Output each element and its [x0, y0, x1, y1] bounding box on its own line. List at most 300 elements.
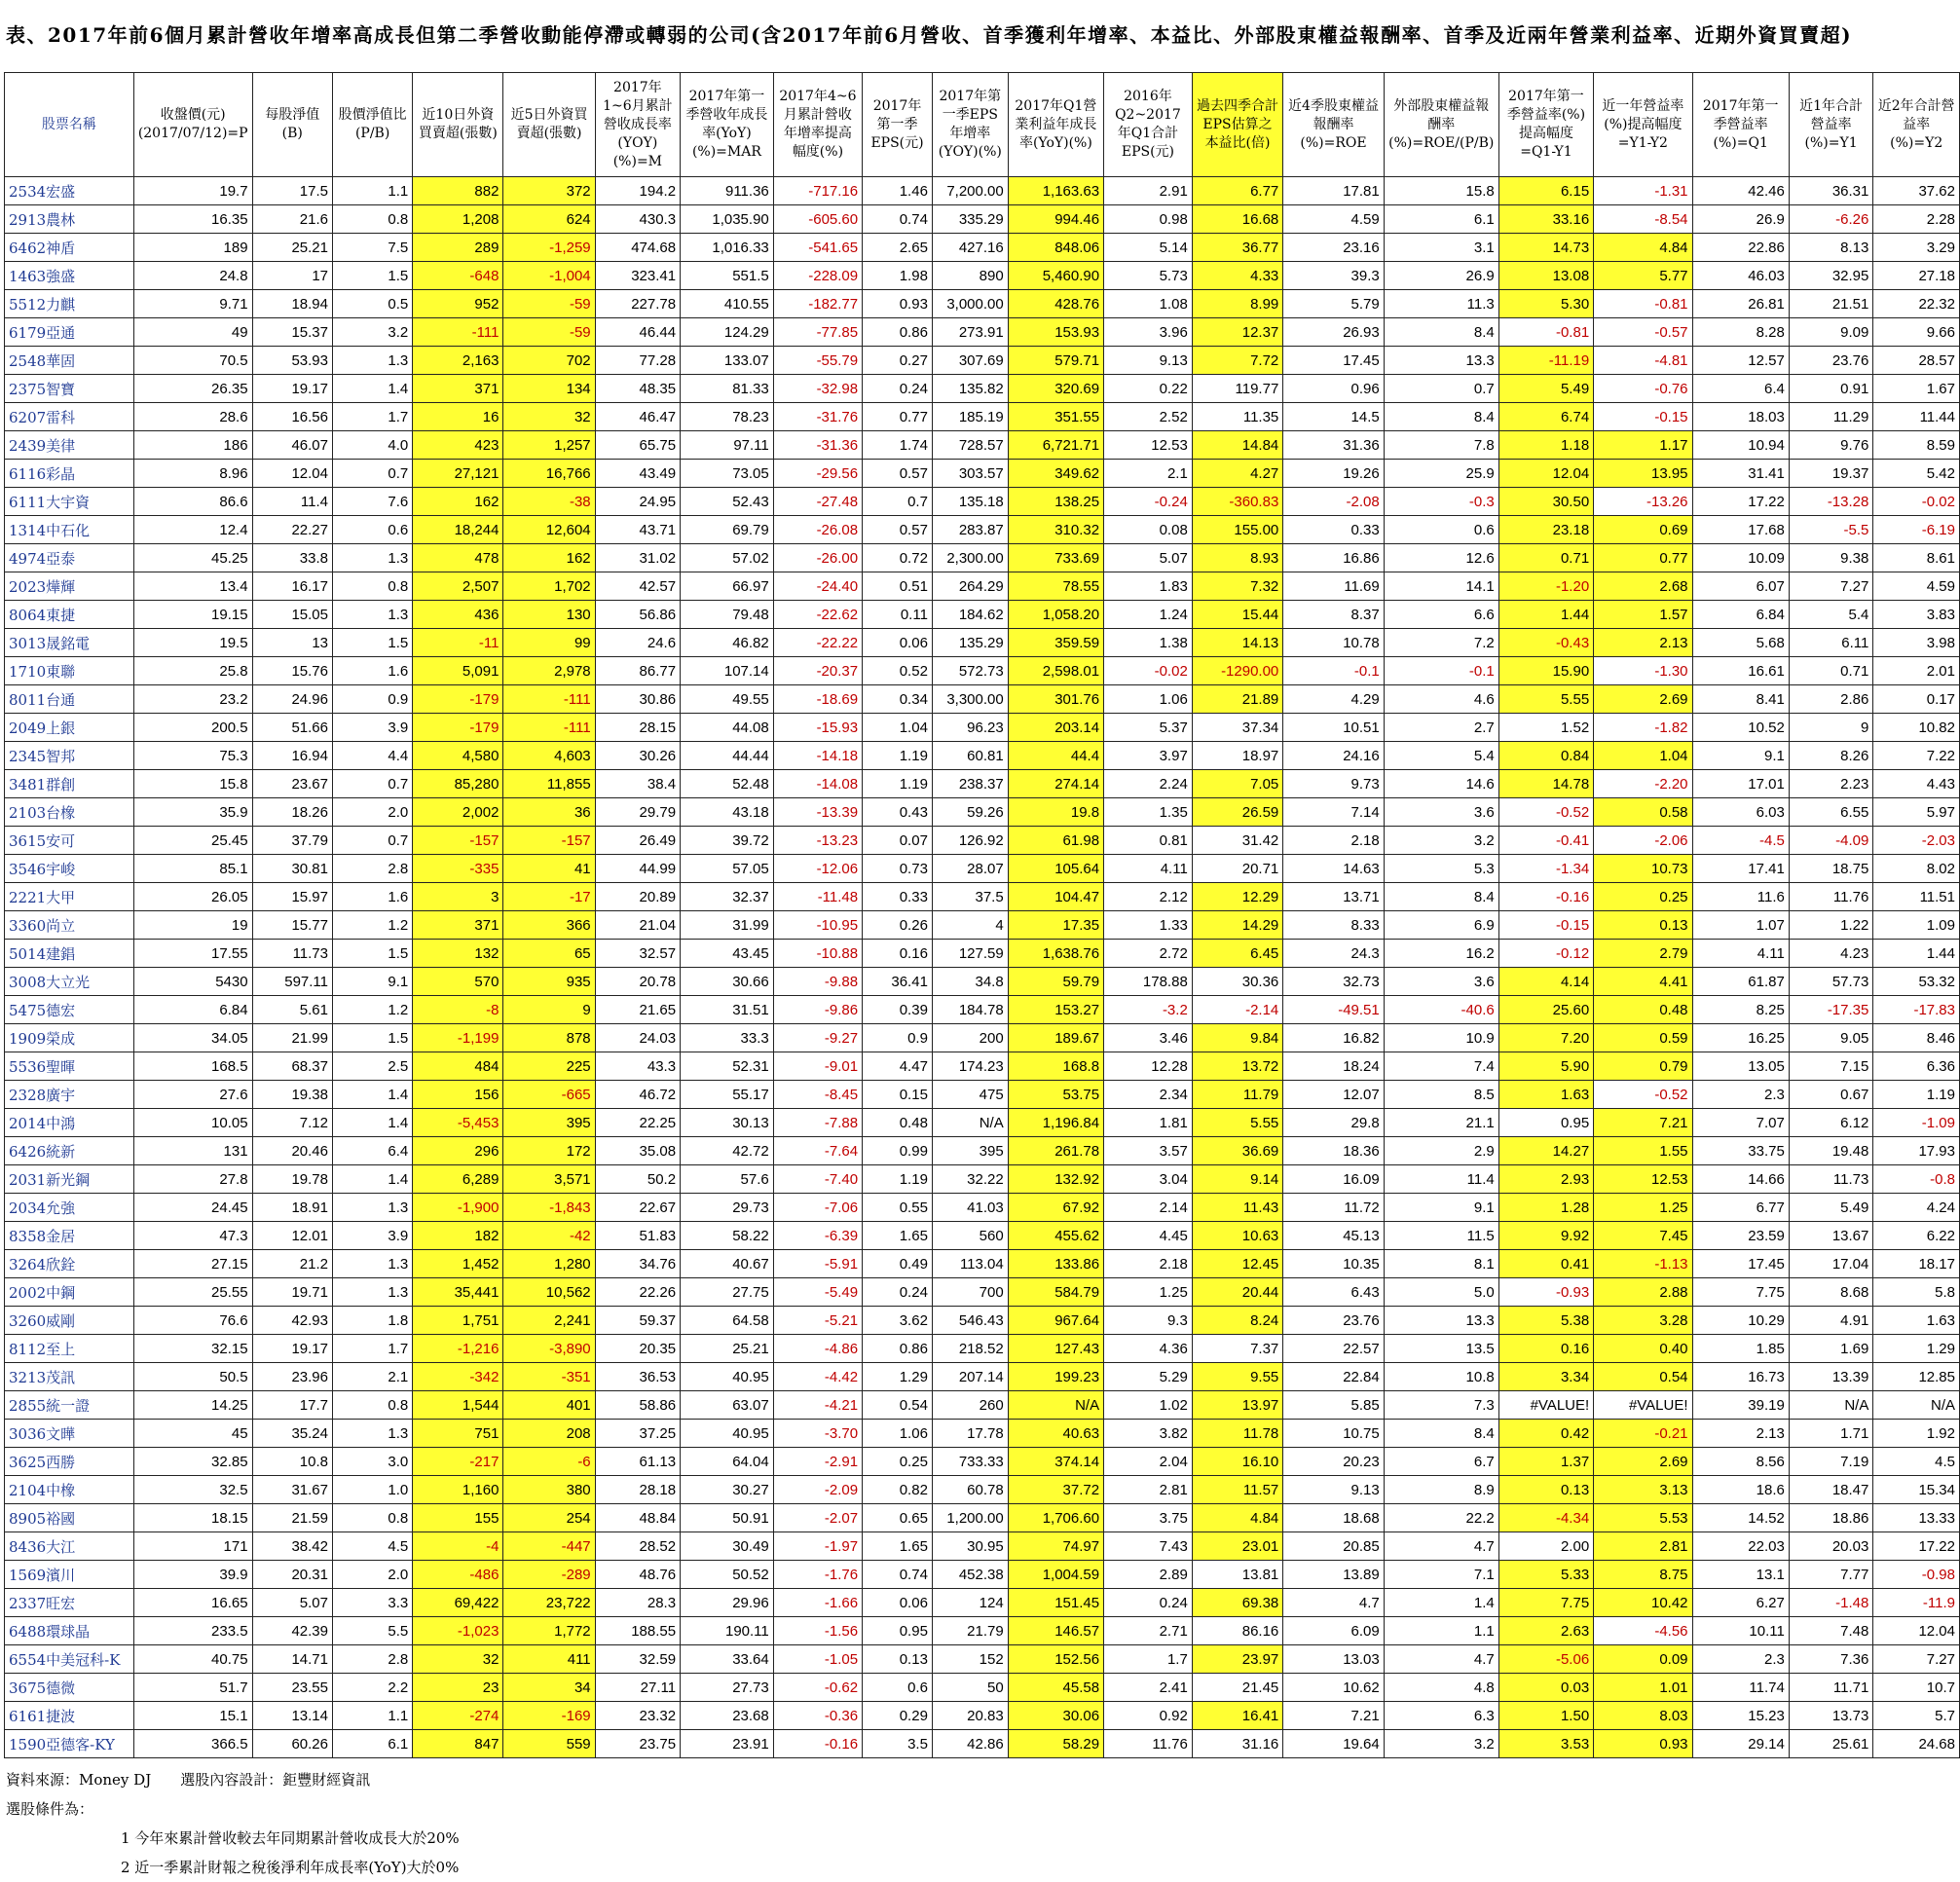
table-cell: 273.91 [932, 318, 1008, 347]
table-cell: -4.81 [1594, 347, 1692, 375]
table-cell: 4.29 [1283, 685, 1384, 714]
table-cell: 264.29 [932, 572, 1008, 601]
table-cell: 0.03 [1498, 1674, 1593, 1702]
table-cell: -0.02 [1873, 488, 1960, 516]
table-cell: 227.78 [595, 290, 680, 318]
table-cell: 18.17 [1873, 1250, 1960, 1278]
table-row [5, 1448, 1960, 1476]
table-cell: 9.1 [1692, 742, 1789, 770]
table-cell: 42.93 [252, 1307, 332, 1335]
table-cell: 36.31 [1789, 177, 1873, 205]
table-cell: 0.25 [1594, 883, 1692, 911]
table-cell: 8.02 [1873, 855, 1960, 883]
table-cell: 31.42 [1192, 827, 1282, 855]
table-cell: 1.09 [1873, 911, 1960, 940]
table-cell: 70.5 [133, 347, 252, 375]
table-cell: 19.64 [1283, 1730, 1384, 1758]
table-cell: -9.88 [773, 968, 862, 996]
table-cell: 40.95 [681, 1420, 774, 1448]
stock-name-cell: 5536聖暉 [5, 1052, 134, 1081]
table-cell: 50 [932, 1674, 1008, 1702]
table-cell: 1.4 [333, 1081, 413, 1109]
table-cell: 2.93 [1498, 1165, 1593, 1194]
table-cell: 18.94 [252, 290, 332, 318]
table-cell: -0.16 [1498, 883, 1593, 911]
table-cell: 3.75 [1104, 1504, 1193, 1532]
stock-name-cell: 2014中鴻 [5, 1109, 134, 1137]
table-cell: 69,422 [413, 1589, 503, 1617]
table-cell: 15.97 [252, 883, 332, 911]
table-cell: 572.73 [932, 657, 1008, 685]
table-cell: #VALUE! [1498, 1391, 1593, 1420]
table-cell: 0.71 [1789, 657, 1873, 685]
table-cell: 2.88 [1594, 1278, 1692, 1307]
table-cell: 31.67 [252, 1476, 332, 1504]
table-cell: 99 [503, 629, 595, 657]
table-cell: 1.8 [333, 1307, 413, 1335]
stock-name-cell: 3360尚立 [5, 911, 134, 940]
table-cell: 9.09 [1789, 318, 1873, 347]
table-cell: N/A [1008, 1391, 1103, 1420]
table-cell: 6.3 [1384, 1702, 1498, 1730]
table-cell: -335 [413, 855, 503, 883]
table-cell: 1.4 [333, 1165, 413, 1194]
table-cell: 0.11 [863, 601, 933, 629]
table-cell: 579.71 [1008, 347, 1103, 375]
table-cell: 12.04 [252, 460, 332, 488]
table-cell: 55.17 [681, 1081, 774, 1109]
table-cell: 475 [932, 1081, 1008, 1109]
table-cell: 61.98 [1008, 827, 1103, 855]
table-cell: 0.08 [1104, 516, 1193, 544]
table-cell: 15.8 [1384, 177, 1498, 205]
table-cell: 14.84 [1192, 431, 1282, 460]
stock-name-cell: 3260威剛 [5, 1307, 134, 1335]
table-cell: 7.43 [1104, 1532, 1193, 1561]
table-cell: 23.76 [1283, 1307, 1384, 1335]
table-cell: 86.77 [595, 657, 680, 685]
table-cell: 19 [133, 911, 252, 940]
table-cell: 43.49 [595, 460, 680, 488]
table-cell: 436 [413, 601, 503, 629]
table-cell: 203.14 [1008, 714, 1103, 742]
table-cell: -0.8 [1873, 1165, 1960, 1194]
table-cell: 127.43 [1008, 1335, 1103, 1363]
table-cell: 952 [413, 290, 503, 318]
table-cell: 15.23 [1692, 1702, 1789, 1730]
table-cell: 57.05 [681, 855, 774, 883]
table-cell: 9 [503, 996, 595, 1024]
table-cell: -26.00 [773, 544, 862, 572]
table-row [5, 375, 1960, 403]
table-cell: 9.66 [1873, 318, 1960, 347]
table-cell: 0.71 [1498, 544, 1593, 572]
stock-name-cell: 6426統新 [5, 1137, 134, 1165]
table-cell: 1.3 [333, 544, 413, 572]
table-cell: 10.8 [252, 1448, 332, 1476]
table-cell: 22.32 [1873, 290, 1960, 318]
stock-name-cell: 2328廣宇 [5, 1081, 134, 1109]
table-cell: 4.36 [1104, 1335, 1193, 1363]
table-cell: 16.25 [1692, 1024, 1789, 1052]
table-cell: 559 [503, 1730, 595, 1758]
table-cell: 41.03 [932, 1194, 1008, 1222]
table-cell: 18.47 [1789, 1476, 1873, 1504]
table-cell: 4.14 [1498, 968, 1593, 996]
column-header: 近一年營益率(%)提高幅度=Y1-Y2 [1594, 73, 1692, 177]
table-cell: 66.97 [681, 572, 774, 601]
table-cell: -6.39 [773, 1222, 862, 1250]
table-cell: 14.5 [1283, 403, 1384, 431]
table-cell: 10.63 [1192, 1222, 1282, 1250]
table-cell: 9.13 [1283, 1476, 1384, 1504]
table-cell: 3.0 [333, 1448, 413, 1476]
table-cell: -31.76 [773, 403, 862, 431]
table-cell: 371 [413, 375, 503, 403]
table-cell: -5.91 [773, 1250, 862, 1278]
table-cell: 189.67 [1008, 1024, 1103, 1052]
table-cell: -0.62 [773, 1674, 862, 1702]
table-cell: 1,280 [503, 1250, 595, 1278]
table-cell: 24.95 [595, 488, 680, 516]
table-cell: 1.5 [333, 629, 413, 657]
table-cell: 27.8 [133, 1165, 252, 1194]
table-cell: 16.73 [1692, 1363, 1789, 1391]
table-cell: 351.55 [1008, 403, 1103, 431]
table-cell: 7.15 [1789, 1052, 1873, 1081]
table-cell: 13.72 [1192, 1052, 1282, 1081]
table-cell: 3.53 [1498, 1730, 1593, 1758]
table-cell: 20.78 [595, 968, 680, 996]
table-cell: 43.45 [681, 940, 774, 968]
table-cell: -14.08 [773, 770, 862, 798]
table-cell: -111 [413, 318, 503, 347]
table-cell: 4.33 [1192, 262, 1282, 290]
table-cell: 8.4 [1384, 318, 1498, 347]
table-cell: 124 [932, 1589, 1008, 1617]
table-cell: 9.05 [1789, 1024, 1873, 1052]
table-cell: 21.2 [252, 1250, 332, 1278]
table-cell: 5.53 [1594, 1504, 1692, 1532]
table-cell: 560 [932, 1222, 1008, 1250]
table-cell: 4.6 [1384, 685, 1498, 714]
table-cell: 40.75 [133, 1645, 252, 1674]
table-cell: 17.5 [252, 177, 332, 205]
table-cell: 36.77 [1192, 234, 1282, 262]
table-cell: 18.24 [1283, 1052, 1384, 1081]
column-header: 每股淨值(B) [252, 73, 332, 177]
table-cell: 12.04 [1498, 460, 1593, 488]
table-cell: 395 [503, 1109, 595, 1137]
table-cell: 5.29 [1104, 1363, 1193, 1391]
table-cell: 50.5 [133, 1363, 252, 1391]
table-cell: 1.7 [333, 1335, 413, 1363]
table-cell: 452.38 [932, 1561, 1008, 1589]
table-cell: 76.6 [133, 1307, 252, 1335]
table-cell: 1.2 [333, 996, 413, 1024]
table-cell: 1,638.76 [1008, 940, 1103, 968]
table-cell: 225 [503, 1052, 595, 1081]
table-cell: 37.72 [1008, 1476, 1103, 1504]
table-cell: 35.08 [595, 1137, 680, 1165]
table-cell: 4.0 [333, 431, 413, 460]
table-cell: 2.89 [1104, 1561, 1193, 1589]
table-cell: 2.3 [1692, 1081, 1789, 1109]
table-cell: 4.27 [1192, 460, 1282, 488]
table-cell: 30.27 [681, 1476, 774, 1504]
table-cell: 2.13 [1594, 629, 1692, 657]
table-cell: 0.95 [1498, 1109, 1593, 1137]
table-cell: 1.1 [333, 1702, 413, 1730]
table-cell: 26.81 [1692, 290, 1789, 318]
table-cell: -228.09 [773, 262, 862, 290]
table-cell: -157 [503, 827, 595, 855]
table-cell: 1.7 [1104, 1645, 1193, 1674]
table-cell: -7.40 [773, 1165, 862, 1194]
table-cell: 0.33 [863, 883, 933, 911]
table-cell: -15.93 [773, 714, 862, 742]
stock-name-cell: 8011台通 [5, 685, 134, 714]
table-cell: 4,603 [503, 742, 595, 770]
table-cell: 6.84 [1692, 601, 1789, 629]
table-cell: 3.96 [1104, 318, 1193, 347]
table-cell: 3,571 [503, 1165, 595, 1194]
table-cell: 28.3 [595, 1589, 680, 1617]
table-row [5, 1589, 1960, 1617]
table-cell: 8.61 [1873, 544, 1960, 572]
table-cell: 7.36 [1789, 1645, 1873, 1674]
table-cell: 58.29 [1008, 1730, 1103, 1758]
table-cell: 64.58 [681, 1307, 774, 1335]
table-cell: -11.19 [1498, 347, 1593, 375]
table-cell: 8.28 [1692, 318, 1789, 347]
table-cell: 14.71 [252, 1645, 332, 1674]
table-cell: 23.55 [252, 1674, 332, 1702]
table-cell: 20.83 [932, 1702, 1008, 1730]
table-cell: 43.18 [681, 798, 774, 827]
table-row [5, 827, 1960, 855]
table-cell: 32.5 [133, 1476, 252, 1504]
table-cell: 733.69 [1008, 544, 1103, 572]
table-cell: 9.84 [1192, 1024, 1282, 1052]
table-cell: 238.37 [932, 770, 1008, 798]
table-cell: 8.4 [1384, 883, 1498, 911]
table-cell: 5.73 [1104, 262, 1193, 290]
table-row [5, 318, 1960, 347]
table-cell: 36 [503, 798, 595, 827]
stock-name-cell: 5512力麒 [5, 290, 134, 318]
table-cell: 50.52 [681, 1561, 774, 1589]
table-cell: 6.15 [1498, 177, 1593, 205]
table-cell: 3.82 [1104, 1420, 1193, 1448]
table-cell: 13.39 [1789, 1363, 1873, 1391]
table-cell: 32.95 [1789, 262, 1873, 290]
column-header: 股價淨值比(P/B) [333, 73, 413, 177]
table-cell: -31.36 [773, 431, 862, 460]
column-header: 近1年合計營益率(%)=Y1 [1789, 73, 1873, 177]
table-cell: 1,058.20 [1008, 601, 1103, 629]
table-cell: 1.65 [863, 1532, 933, 1561]
table-cell: 3.46 [1104, 1024, 1193, 1052]
table-cell: 4,580 [413, 742, 503, 770]
table-cell: -217 [413, 1448, 503, 1476]
table-cell: 156 [413, 1081, 503, 1109]
table-cell: 35.24 [252, 1420, 332, 1448]
table-cell: 16.65 [133, 1589, 252, 1617]
table-cell: 43.3 [595, 1052, 680, 1081]
table-cell: 0.09 [1594, 1645, 1692, 1674]
table-cell: 61.87 [1692, 968, 1789, 996]
table-cell: 50.2 [595, 1165, 680, 1194]
table-cell: -1,199 [413, 1024, 503, 1052]
stock-name-cell: 8436大江 [5, 1532, 134, 1561]
table-cell: 60.78 [932, 1476, 1008, 1504]
table-cell: 5.7 [1873, 1702, 1960, 1730]
table-cell: 9.71 [133, 290, 252, 318]
table-row [5, 1165, 1960, 1194]
table-cell: -274 [413, 1702, 503, 1730]
table-row [5, 1617, 1960, 1645]
table-cell: 2,163 [413, 347, 503, 375]
stock-name-cell: 6111大宇資 [5, 488, 134, 516]
table-cell: 18.86 [1789, 1504, 1873, 1532]
table-cell: -13.39 [773, 798, 862, 827]
table-cell: -0.12 [1498, 940, 1593, 968]
table-cell: 1.1 [1384, 1617, 1498, 1645]
table-cell: 0.54 [1594, 1363, 1692, 1391]
table-cell: 4.45 [1104, 1222, 1193, 1250]
table-cell: 39.9 [133, 1561, 252, 1589]
table-row [5, 883, 1960, 911]
table-cell: 2.68 [1594, 572, 1692, 601]
table-cell: -29.56 [773, 460, 862, 488]
table-cell: 11.4 [252, 488, 332, 516]
table-cell: 2.1 [333, 1363, 413, 1391]
table-cell: 0.6 [333, 516, 413, 544]
stock-name-cell: 4974亞泰 [5, 544, 134, 572]
table-cell: 22.84 [1283, 1363, 1384, 1391]
table-cell: 6.03 [1692, 798, 1789, 827]
table-cell: 14.1 [1384, 572, 1498, 601]
table-cell: 18.15 [133, 1504, 252, 1532]
table-cell: 4.7 [1384, 1532, 1498, 1561]
table-cell: 0.74 [863, 1561, 933, 1589]
table-cell: 26.49 [595, 827, 680, 855]
table-cell: 6.74 [1498, 403, 1593, 431]
table-cell: 74.97 [1008, 1532, 1103, 1561]
table-cell: 0.16 [1498, 1335, 1593, 1363]
table-cell: 0.22 [1104, 375, 1193, 403]
table-cell: 6.1 [1384, 205, 1498, 234]
table-row [5, 1363, 1960, 1391]
table-cell: 37.25 [595, 1420, 680, 1448]
table-cell: 427.16 [932, 234, 1008, 262]
table-cell: 0.7 [1384, 375, 1498, 403]
stock-name-cell: 5014建錩 [5, 940, 134, 968]
table-cell: 0.99 [863, 1137, 933, 1165]
stock-table [4, 72, 1960, 1758]
table-cell: 9.73 [1283, 770, 1384, 798]
table-cell: 0.25 [863, 1448, 933, 1476]
table-cell: 15.34 [1873, 1476, 1960, 1504]
table-cell: 42.86 [932, 1730, 1008, 1758]
table-row [5, 940, 1960, 968]
table-cell: 49 [133, 318, 252, 347]
table-cell: 1.3 [333, 1278, 413, 1307]
table-cell: 1.19 [863, 770, 933, 798]
table-cell: 77.28 [595, 347, 680, 375]
table-cell: 0.7 [333, 460, 413, 488]
table-cell: 20.03 [1789, 1532, 1873, 1561]
table-cell: 1,004.59 [1008, 1561, 1103, 1589]
table-cell: 2.81 [1594, 1532, 1692, 1561]
stock-name-cell: 3036文曄 [5, 1420, 134, 1448]
table-cell: 22.57 [1283, 1335, 1384, 1363]
table-cell: -1,843 [503, 1194, 595, 1222]
table-cell: 49.55 [681, 685, 774, 714]
table-cell: 10.9 [1384, 1024, 1498, 1052]
table-cell: -1,900 [413, 1194, 503, 1222]
table-cell: -0.3 [1384, 488, 1498, 516]
table-cell: -1.48 [1789, 1589, 1873, 1617]
table-cell: 2.12 [1104, 883, 1193, 911]
table-cell: 151.45 [1008, 1589, 1103, 1617]
table-cell: 11.44 [1873, 403, 1960, 431]
stock-name-cell: 5475德宏 [5, 996, 134, 1024]
table-cell: 2.18 [1283, 827, 1384, 855]
table-cell: 0.77 [1594, 544, 1692, 572]
table-row [5, 431, 1960, 460]
table-cell: 2.3 [1692, 1645, 1789, 1674]
table-cell: 27,121 [413, 460, 503, 488]
table-cell: 2.91 [1104, 177, 1193, 205]
table-cell: 24.03 [595, 1024, 680, 1052]
table-cell: 5.4 [1789, 601, 1873, 629]
table-row [5, 742, 1960, 770]
table-cell: 21.04 [595, 911, 680, 940]
table-cell: 0.5 [333, 290, 413, 318]
table-cell: 1.06 [863, 1420, 933, 1448]
table-cell: 0.43 [863, 798, 933, 827]
table-cell: 14.27 [1498, 1137, 1593, 1165]
table-cell: -9.27 [773, 1024, 862, 1052]
table-cell: 39.72 [681, 827, 774, 855]
table-cell: 7.37 [1192, 1335, 1282, 1363]
table-cell: 86.6 [133, 488, 252, 516]
table-cell: 3 [413, 883, 503, 911]
table-cell: 0.65 [863, 1504, 933, 1532]
table-cell: 7.07 [1692, 1109, 1789, 1137]
table-cell: 3.28 [1594, 1307, 1692, 1335]
table-cell: 31.51 [681, 996, 774, 1024]
column-header: 2017年第一季營益率(%)=Q1 [1692, 73, 1789, 177]
table-cell: 0.39 [863, 996, 933, 1024]
table-cell: -13.28 [1789, 488, 1873, 516]
table-cell: 1,163.63 [1008, 177, 1103, 205]
table-cell: 1.29 [863, 1363, 933, 1391]
table-cell: 1.67 [1873, 375, 1960, 403]
table-cell: 30.36 [1192, 968, 1282, 996]
table-cell: 40.67 [681, 1250, 774, 1278]
table-cell: 23.59 [1692, 1222, 1789, 1250]
table-row [5, 290, 1960, 318]
table-cell: 31.41 [1692, 460, 1789, 488]
table-cell: 296 [413, 1137, 503, 1165]
stock-name-cell: 2439美律 [5, 431, 134, 460]
table-cell: 16.82 [1283, 1024, 1384, 1052]
table-cell: 3.04 [1104, 1165, 1193, 1194]
table-row [5, 1420, 1960, 1448]
